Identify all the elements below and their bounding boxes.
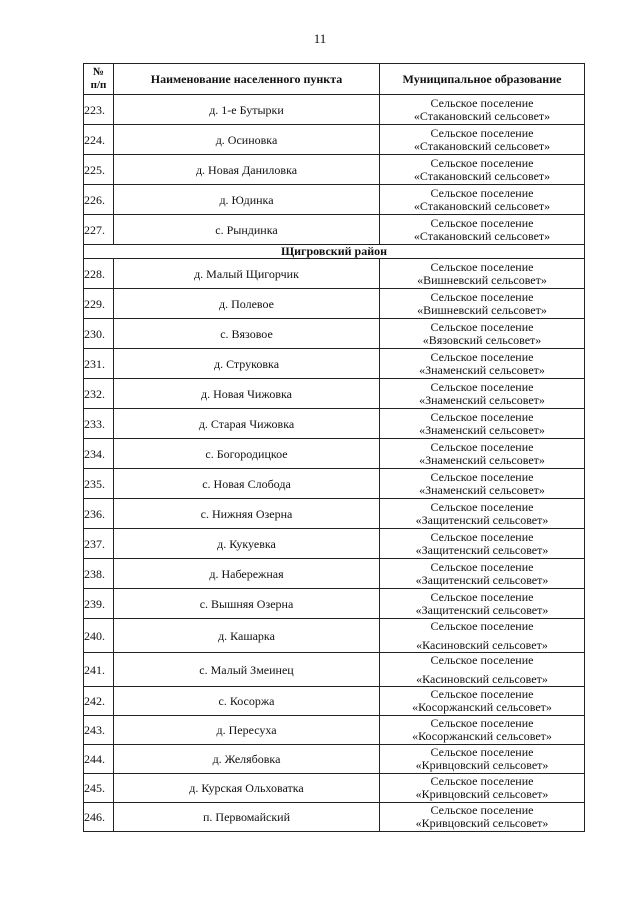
- municipality-cell: [380, 95, 585, 125]
- municipality-name: «Знаменский сельсовет»: [419, 452, 545, 467]
- table-row: [84, 529, 585, 559]
- settlement-name: с. Нижняя Озерна: [114, 499, 380, 529]
- row-number: 236.: [84, 499, 114, 529]
- municipality-name: «Знаменский сельсовет»: [419, 392, 545, 407]
- municipality-cell: [380, 409, 585, 439]
- row-number: 233.: [84, 409, 114, 439]
- row-number: 237.: [84, 529, 114, 559]
- row-number: 242.: [84, 687, 114, 716]
- municipality-name: «Защитенский сельсовет»: [415, 602, 549, 617]
- municipality-cell: [380, 155, 585, 185]
- row-number: 238.: [84, 559, 114, 589]
- settlement-name: д. Малый Щигорчик: [114, 259, 380, 289]
- table-row: [84, 469, 585, 499]
- municipality-cell: [380, 185, 585, 215]
- municipality-name: «Вязовский сельсовет»: [422, 332, 542, 347]
- municipality-cell: [380, 379, 585, 409]
- municipality-type: Сельское поселение: [430, 687, 534, 701]
- table-row: [84, 803, 585, 832]
- table-row: [84, 745, 585, 774]
- settlement-name: с. Малый Змеинец: [114, 653, 380, 687]
- table-row: [84, 259, 585, 289]
- row-number: 243.: [84, 716, 114, 745]
- table-row: [84, 289, 585, 319]
- header-number: [84, 64, 114, 95]
- municipality-cell: [380, 289, 585, 319]
- municipality-cell: [380, 125, 585, 155]
- table-row: [84, 559, 585, 589]
- table-row: [84, 155, 585, 185]
- municipality-name: «Вишневский сельсовет»: [417, 272, 547, 287]
- table-row: [84, 379, 585, 409]
- municipality-cell: [380, 215, 585, 245]
- municipality-type: Сельское поселение: [430, 379, 534, 394]
- table-row: [84, 185, 585, 215]
- municipality-name: «Кривцовский сельсовет»: [415, 758, 549, 772]
- table-row: [84, 125, 585, 155]
- municipality-type: Сельское поселение: [430, 499, 534, 514]
- municipality-type: Сельское поселение: [430, 589, 534, 604]
- table-row: [84, 619, 585, 653]
- municipality-name: «Косоржанский сельсовет»: [412, 700, 552, 714]
- municipality-name: «Кривцовский сельсовет»: [415, 816, 549, 830]
- municipality-name: «Стакановский сельсовет»: [413, 228, 551, 243]
- municipality-type: Сельское поселение: [430, 289, 534, 304]
- settlement-name: п. Первомайский: [114, 803, 380, 832]
- row-number: 229.: [84, 289, 114, 319]
- settlement-name: д. Курская Ольховатка: [114, 774, 380, 803]
- settlement-name: д. Осиновка: [114, 125, 380, 155]
- row-number: 240.: [84, 619, 114, 653]
- row-number: 230.: [84, 319, 114, 349]
- municipality-type: Сельское поселение: [430, 774, 534, 788]
- municipality-type: Сельское поселение: [430, 155, 534, 170]
- municipality-name: «Знаменский сельсовет»: [419, 482, 545, 497]
- table-row: [84, 687, 585, 716]
- municipality-name: «Стакановский сельсовет»: [413, 198, 551, 213]
- table-row: [84, 215, 585, 245]
- settlement-name: д. Новая Чижовка: [114, 379, 380, 409]
- table-row: [84, 589, 585, 619]
- settlement-name: д. Старая Чижовка: [114, 409, 380, 439]
- municipality-name: «Косоржанский сельсовет»: [412, 729, 552, 743]
- header-settlement-name: Наименование населенного пункта: [114, 64, 380, 95]
- row-number: 239.: [84, 589, 114, 619]
- municipality-type: Сельское поселение: [430, 349, 534, 364]
- municipality-name: «Защитенский сельсовет»: [415, 512, 549, 527]
- settlement-name: д. Юдинка: [114, 185, 380, 215]
- municipality-name: «Защитенский сельсовет»: [415, 572, 549, 587]
- municipality-type: Сельское поселение: [430, 215, 534, 230]
- settlement-name: с. Косоржа: [114, 687, 380, 716]
- row-number: 244.: [84, 745, 114, 774]
- municipality-type: Сельское поселение: [430, 652, 534, 667]
- municipality-type: Сельское поселение: [430, 529, 534, 544]
- municipality-cell: [380, 687, 585, 716]
- table-row: [84, 439, 585, 469]
- row-number: 223.: [84, 95, 114, 125]
- municipality-cell: [380, 716, 585, 745]
- settlement-name: д. Желябовка: [114, 745, 380, 774]
- municipality-name: «Стакановский сельсовет»: [413, 168, 551, 183]
- settlement-name: д. Набережная: [114, 559, 380, 589]
- settlement-name: с. Новая Слобода: [114, 469, 380, 499]
- municipality-cell: [380, 439, 585, 469]
- header-number-line1: №: [92, 66, 105, 78]
- municipality-type: Сельское поселение: [430, 716, 534, 730]
- settlement-name: д. Струковка: [114, 349, 380, 379]
- settlement-name: с. Рындинка: [114, 215, 380, 245]
- municipality-cell: [380, 745, 585, 774]
- municipality-cell: [380, 589, 585, 619]
- municipality-cell: [380, 259, 585, 289]
- settlement-name: д. 1-е Бутырки: [114, 95, 380, 125]
- municipality-name: «Стакановский сельсовет»: [413, 108, 551, 123]
- table-row: [84, 499, 585, 529]
- municipality-type: Сельское поселение: [430, 185, 534, 200]
- district-row: [84, 245, 585, 259]
- municipality-cell: [380, 653, 585, 687]
- municipality-type: Сельское поселение: [430, 319, 534, 334]
- municipality-cell: [380, 469, 585, 499]
- row-number: 227.: [84, 215, 114, 245]
- settlement-name: д. Кашарка: [114, 619, 380, 653]
- municipality-name: «Касиновский сельсовет»: [416, 671, 548, 686]
- header-number-line2: п/п: [90, 79, 107, 91]
- municipality-cell: [380, 559, 585, 589]
- municipality-name: «Стакановский сельсовет»: [413, 138, 551, 153]
- municipality-name: «Знаменский сельсовет»: [419, 422, 545, 437]
- municipality-cell: [380, 803, 585, 832]
- municipality-name: «Касиновский сельсовет»: [416, 637, 548, 652]
- row-number: 231.: [84, 349, 114, 379]
- municipality-type: Сельское поселение: [430, 559, 534, 574]
- municipality-cell: [380, 619, 585, 653]
- municipality-name: «Знаменский сельсовет»: [419, 362, 545, 377]
- row-number: 225.: [84, 155, 114, 185]
- table-row: [84, 409, 585, 439]
- settlement-name: с. Вязовое: [114, 319, 380, 349]
- table-header-row: [84, 64, 585, 95]
- settlement-name: д. Полевое: [114, 289, 380, 319]
- row-number: 228.: [84, 259, 114, 289]
- row-number: 235.: [84, 469, 114, 499]
- page-number: 11: [313, 31, 327, 46]
- settlements-table: [83, 63, 585, 832]
- settlement-name: с. Богородицкое: [114, 439, 380, 469]
- municipality-type: Сельское поселение: [430, 439, 534, 454]
- row-number: 246.: [84, 803, 114, 832]
- municipality-type: Сельское поселение: [430, 618, 534, 633]
- table-row: [84, 95, 585, 125]
- table-row: [84, 319, 585, 349]
- table-row: [84, 774, 585, 803]
- header-municipality: Муниципальное образование: [380, 64, 585, 95]
- settlement-name: д. Новая Даниловка: [114, 155, 380, 185]
- table-row: [84, 716, 585, 745]
- municipality-cell: [380, 529, 585, 559]
- municipality-type: Сельское поселение: [430, 95, 534, 110]
- settlement-name: с. Вышняя Озерна: [114, 589, 380, 619]
- municipality-type: Сельское поселение: [430, 745, 534, 759]
- municipality-type: Сельское поселение: [430, 803, 534, 817]
- municipality-cell: [380, 499, 585, 529]
- settlement-name: д. Кукуевка: [114, 529, 380, 559]
- municipality-type: Сельское поселение: [430, 259, 534, 274]
- municipality-cell: [380, 349, 585, 379]
- row-number: 241.: [84, 653, 114, 687]
- municipality-type: Сельское поселение: [430, 409, 534, 424]
- municipality-name: «Кривцовский сельсовет»: [415, 787, 549, 801]
- municipality-cell: [380, 774, 585, 803]
- district-heading: Щигровский район: [84, 245, 585, 259]
- municipality-type: Сельское поселение: [430, 125, 534, 140]
- settlement-name: д. Пересуха: [114, 716, 380, 745]
- row-number: 226.: [84, 185, 114, 215]
- municipality-name: «Вишневский сельсовет»: [417, 302, 547, 317]
- row-number: 224.: [84, 125, 114, 155]
- municipality-cell: [380, 319, 585, 349]
- municipality-name: «Защитенский сельсовет»: [415, 542, 549, 557]
- table-row: [84, 653, 585, 687]
- row-number: 245.: [84, 774, 114, 803]
- row-number: 234.: [84, 439, 114, 469]
- row-number: 232.: [84, 379, 114, 409]
- municipality-type: Сельское поселение: [430, 469, 534, 484]
- table-row: [84, 349, 585, 379]
